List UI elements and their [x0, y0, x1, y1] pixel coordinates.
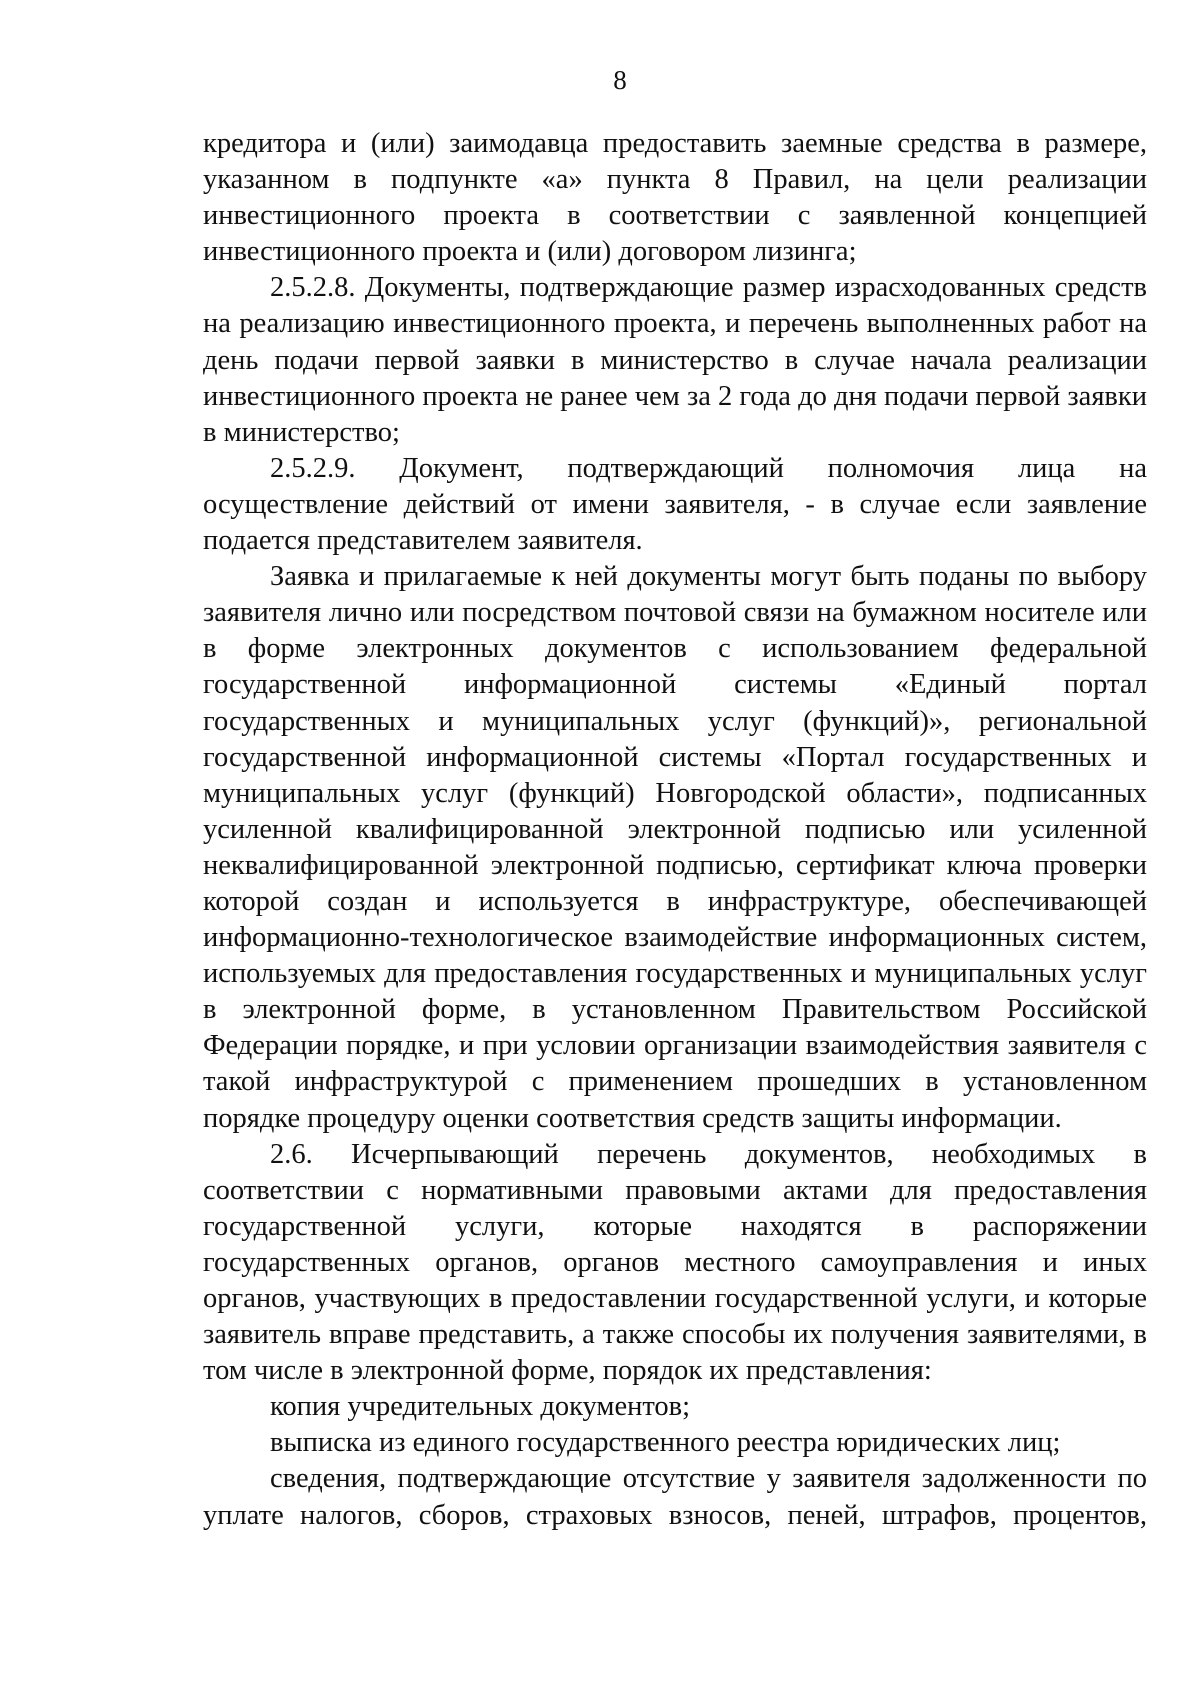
- list-item-registry-extract: выписка из единого государственного реестра юридических лиц;: [270, 1427, 1061, 1459]
- list-item-founding-documents: копия учредительных документов;: [270, 1391, 691, 1423]
- paragraph-2-5-2-9: 2.5.2.9. Документ, подтверждающий полномочия лица на осуществление действий от имени заявителя, - в случае если заявление подается представителем заявителя.: [203, 452, 1147, 557]
- paragraph-submission-methods: Заявка и прилагаемые к ней документы могут быть поданы по выбору заявителя лично или посредством почтовой связи на бумажном носителе или в форме электронных документов с использованием федеральной государственной информационной системы «Единый портал государственных и муниципальных услуг (функций)», региональной государственной информационной системы «Портал государственных и муниципальных услуг (функций) Новгородской области», подписанных усиленной квалифицированной электронной подписью или усиленной неквалифицированной электронной подписью, сертификат ключа проверки которой создан и используется в инфраструктуре, обеспечивающей информационно-технологическое взаимодействие информационных систем, используемых для предоставления государственных и муниципальных услуг в электронной форме, в установленном Правительством Российской Федерации порядке, и при условии организации взаимодействия заявителя с такой инфраструктурой с применением прошедших в установленном порядке процедуру оценки соответствия средств защиты информации.: [203, 561, 1147, 1134]
- paragraph-continuation: кредитора и (или) заимодавца предоставить заемные средства в размере, указанном в подпункте «а» пункта 8 Правил, на цели реализации инвестиционного проекта в соответствии с заявленной концепцией инвестиционного проекта и (или) договором лизинга;: [203, 128, 1147, 268]
- paragraph-2-6: 2.6. Исчерпывающий перечень документов, необходимых в соответствии с нормативными правовыми актами для предоставления государственной услуги, которые находятся в распоряжении государственных органов, органов местного самоуправления и иных органов, участвующих в предоставлении государственной услуги, и которые заявитель вправе представить, а также способы их получения заявителями, в том числе в электронной форме, порядок их представления:: [203, 1138, 1147, 1387]
- list-item-tax-debt-info: сведения, подтверждающие отсутствие у заявителя задолженности по уплате налогов, сборов, страховых взносов, пеней, штрафов, процентов,: [203, 1463, 1147, 1531]
- paragraph-2-5-2-8: 2.5.2.8. Документы, подтверждающие размер израсходованных средств на реализацию инвестиционного проекта, и перечень выполненных работ на день подачи первой заявки в министерство в случае начала реализации инвестиционного проекта не ранее чем за 2 года до дня подачи первой заявки в министерство;: [203, 272, 1147, 448]
- document-body: [203, 126, 1147, 1534]
- page-number: 8: [613, 65, 627, 95]
